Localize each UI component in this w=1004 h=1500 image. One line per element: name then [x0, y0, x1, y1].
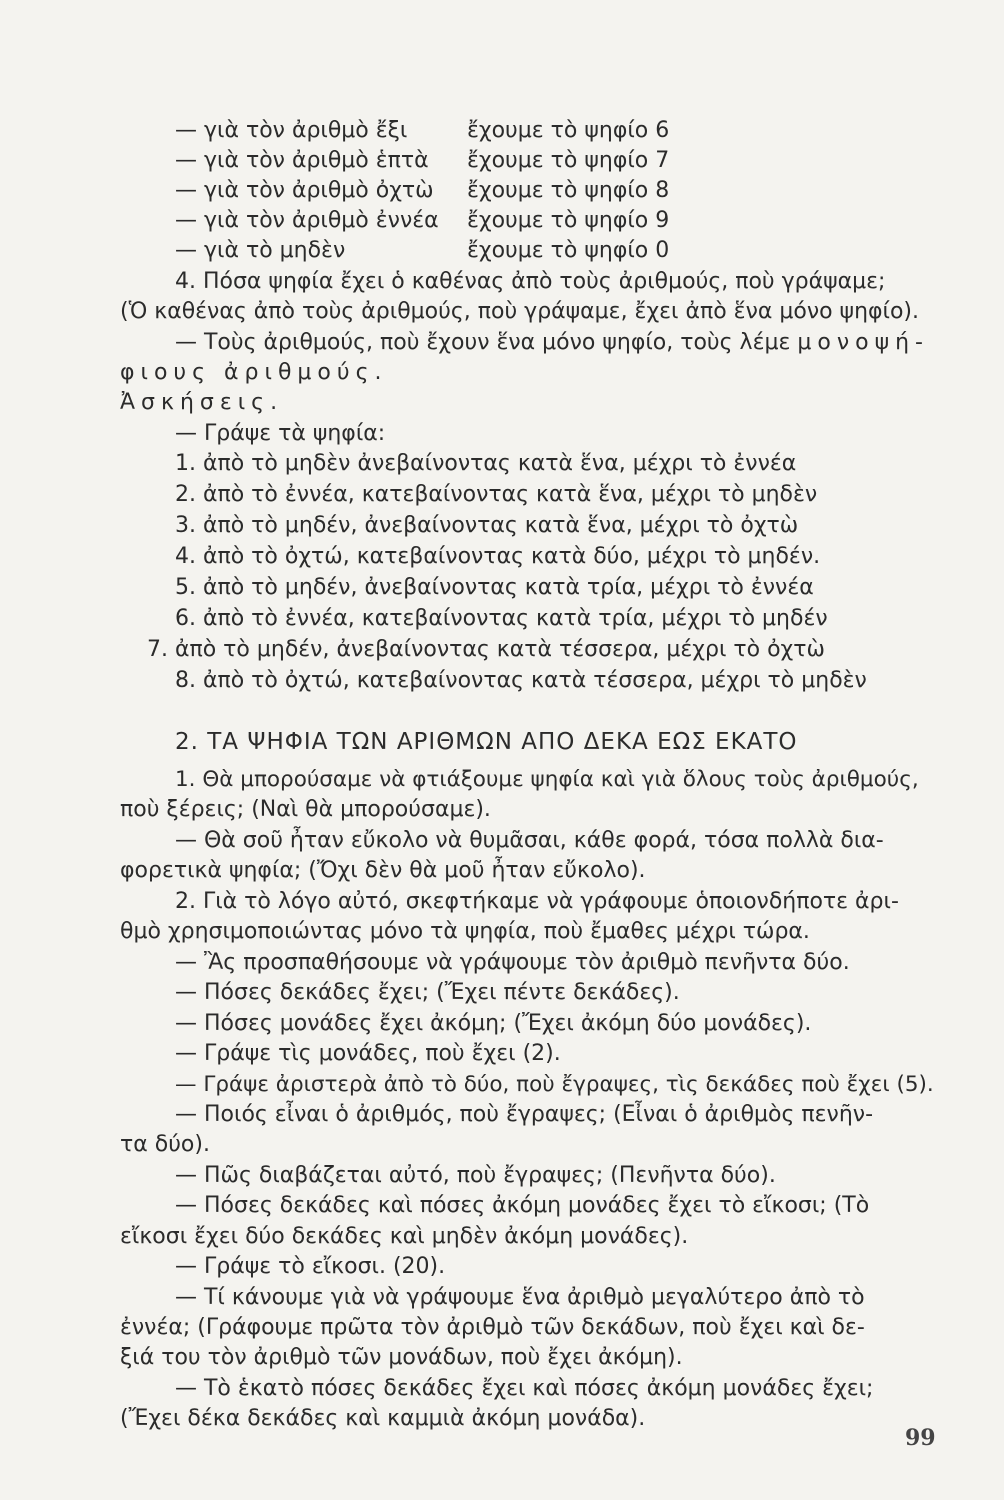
body-line: — Τί κάνουμε γιὰ νὰ γράψουμε ἕνα ἀριθμὸ μεγαλύτερο ἀπὸ τὸ [175, 1285, 865, 1310]
digit-row: — γιὰ τὸν ἀριθμὸ ἔξι ἔχουμε τὸ ψηφίο 6 [175, 118, 670, 143]
exercise-item: 3. ἀπὸ τὸ μηδέν, ἀνεβαίνοντας κατὰ ἕνα, μέχρι τὸ ὀχτὼ [175, 513, 799, 538]
definition-term: μονοψή- [797, 330, 929, 355]
body-line: — Πόσες δεκάδες ἔχει; (Ἔχει πέντε δεκάδες). [175, 980, 680, 1005]
body-line: — Γράψε τὶς μονάδες, ποὺ ἔχει (2). [175, 1041, 561, 1066]
body-line: — Ἂς προσπαθήσουμε νὰ γράψουμε τὸν ἀριθμὸ πενῆντα δύο. [175, 950, 850, 975]
section-heading: 2. ΤΑ ΨΗΦΙΑ ΤΩΝ ΑΡΙΘΜΩΝ ΑΠΟ ΔΕΚΑ ΕΩΣ ΕΚΑΤΟ [175, 729, 798, 755]
exercise-item: 2. ἀπὸ τὸ ἐννέα, κατεβαίνοντας κατὰ ἕνα, μέχρι τὸ μηδὲν [175, 482, 818, 507]
body-line: 2. Γιὰ τὸ λόγο αὐτό, σκεφτήκαμε νὰ γράφουμε ὁποιονδήποτε ἀρι- [175, 889, 899, 914]
exercise-item: 4. ἀπὸ τὸ ὀχτώ, κατεβαίνοντας κατὰ δύο, μέχρι τὸ μηδέν. [175, 544, 821, 569]
digit-row: — γιὰ τὸν ἀριθμὸ ἐννέα ἔχουμε τὸ ψηφίο 9 [175, 208, 670, 233]
body-line: (Ἔχει δέκα δεκάδες καὶ καμμιὰ ἀκόμη μονάδα). [120, 1406, 646, 1431]
digit-row: — γιὰ τὸ μηδὲν ἔχουμε τὸ ψηφίο 0 [175, 238, 670, 263]
exercise-item: 1. ἀπὸ τὸ μηδὲν ἀνεβαίνοντας κατὰ ἕνα, μέχρι τὸ ἐννέα [175, 451, 797, 476]
body-line: — Πῶς διαβάζεται αὐτό, ποὺ ἔγραψες; (Πενῆντα δύο). [175, 1163, 776, 1188]
question-4: 4. Πόσα ψηφία ἔχει ὁ καθένας ἀπὸ τοὺς ἀριθμούς, ποὺ γράψαμε; [175, 269, 886, 294]
exercise-instruction: — Γράψε τὰ ψηφία: [175, 421, 386, 446]
definition-term-cont: φιους ἀριθμούς. [120, 360, 388, 385]
body-line: ποὺ ξέρεις; (Ναὶ θὰ μπορούσαμε). [120, 797, 491, 822]
body-line: 1. Θὰ μπορούσαμε νὰ φτιάξουμε ψηφία καὶ γιὰ ὅλους τοὺς ἀριθμούς, [175, 767, 919, 792]
exercise-item: 7. ἀπὸ τὸ μηδέν, ἀνεβαίνοντας κατὰ τέσσερα, μέχρι τὸ ὀχτὼ [147, 637, 825, 662]
body-line: — Γράψε ἀριστερὰ ἀπὸ τὸ δύο, ποὺ ἔγραψες, τὶς δεκάδες ποὺ ἔχει (5). [175, 1072, 934, 1097]
digit-row: — γιὰ τὸν ἀριθμὸ ἑπτὰ ἔχουμε τὸ ψηφίο 7 [175, 148, 670, 173]
definition-line: — Τοὺς ἀριθμούς, ποὺ ἔχουν ἕνα μόνο ψηφίο, τοὺς λέμε μονοψή- [175, 330, 929, 355]
body-line: — Πόσες μονάδες ἔχει ἀκόμη; (Ἔχει ἀκόμη δύο μονάδες). [175, 1011, 812, 1036]
body-line: θμὸ χρησιμοποιώντας μόνο τὰ ψηφία, ποὺ ἔμαθες μέχρι τώρα. [120, 919, 810, 944]
body-line: εἴκοσι ἔχει δύο δεκάδες καὶ μηδὲν ἀκόμη μονάδες). [120, 1224, 689, 1249]
body-line: τα δύο). [120, 1132, 210, 1157]
question-4-answer: (Ὁ καθένας ἀπὸ τοὺς ἀριθμούς, ποὺ γράψαμε, ἔχει ἀπὸ ἕνα μόνο ψηφίο). [120, 299, 920, 324]
digit-row: — γιὰ τὸν ἀριθμὸ ὀχτὼ ἔχουμε τὸ ψηφίο 8 [175, 178, 670, 203]
body-line: — Θὰ σοῦ ἦταν εὔκολο νὰ θυμᾶσαι, κάθε φορά, τόσα πολλὰ δια- [175, 828, 884, 853]
body-line: ξιά του τὸν ἀριθμὸ τῶν μονάδων, ποὺ ἔχει ἀκόμη). [120, 1345, 683, 1370]
body-line: — Πόσες δεκάδες καὶ πόσες ἀκόμη μονάδες ἔχει τὸ εἴκοσι; (Τὸ [175, 1193, 870, 1218]
exercise-item: 5. ἀπὸ τὸ μηδέν, ἀνεβαίνοντας κατὰ τρία, μέχρι τὸ ἐννέα [175, 575, 814, 600]
body-line: φορετικὰ ψηφία; (Ὄχι δὲν θὰ μοῦ ἦταν εὔκολο). [120, 858, 646, 883]
body-line: — Γράψε τὸ εἴκοσι. (20). [175, 1254, 446, 1279]
exercise-item: 8. ἀπὸ τὸ ὀχτώ, κατεβαίνοντας κατὰ τέσσερα, μέχρι τὸ μηδὲν [175, 668, 867, 693]
body-line: — Ποιός εἶναι ὁ ἀριθμός, ποὺ ἔγραψες; (Εἶναι ὁ ἀριθμὸς πενῆν- [175, 1102, 874, 1127]
exercise-item: 6. ἀπὸ τὸ ἐννέα, κατεβαίνοντας κατὰ τρία, μέχρι τὸ μηδέν [175, 606, 828, 631]
body-line: ἐννέα; (Γράφουμε πρῶτα τὸν ἀριθμὸ τῶν δεκάδων, ποὺ ἔχει καὶ δε- [120, 1315, 865, 1340]
exercises-title: Ἀσκήσεις. [120, 390, 284, 415]
page-number: 99 [905, 1425, 936, 1451]
body-line: — Τὸ ἑκατὸ πόσες δεκάδες ἔχει καὶ πόσες ἀκόμη μονάδες ἔχει; [175, 1376, 874, 1401]
